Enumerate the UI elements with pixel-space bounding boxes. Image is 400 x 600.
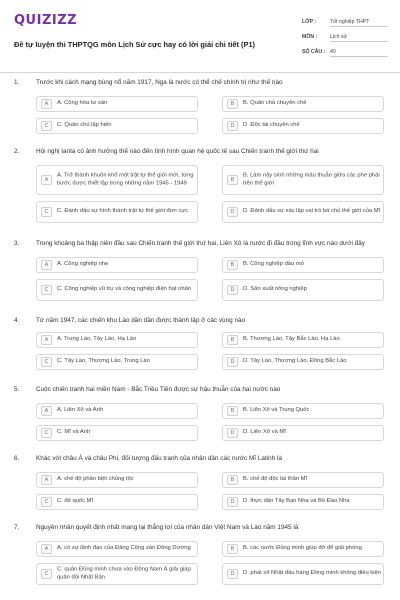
option-letter-c: C [41, 207, 52, 217]
option-letter-b: B [227, 175, 238, 185]
question-text: Nguyên nhân quyết định nhất mang lại thắng lợi của nhân dân Việt Nam và Lào năm 1945 là [36, 524, 299, 531]
option-text: A. Cộng hòa tư sản [57, 100, 108, 107]
option-text: D. Đánh dấu sự xác lập vai trò bá chủ thế giới của Mĩ [243, 208, 381, 215]
option-c[interactable] [36, 354, 198, 370]
option-a[interactable] [36, 96, 198, 112]
meta-value-grade: Tốt nghiệp THPT [330, 19, 388, 27]
option-c[interactable] [36, 201, 198, 223]
option-text: B. Liên Xô và Trung Quốc [243, 407, 310, 414]
question-6 [14, 455, 388, 515]
option-text: C. Mĩ và Anh [57, 429, 91, 436]
question-7 [14, 524, 388, 598]
option-letter-b: B [227, 475, 238, 485]
option-text: A. có sự lãnh đạo của Đảng Cộng sản Đông Dương [57, 545, 191, 552]
option-letter-d: D [227, 497, 238, 507]
option-b[interactable] [222, 541, 384, 557]
option-d[interactable] [222, 494, 384, 510]
question-number: 6. [14, 455, 20, 462]
question-number: 7. [14, 524, 20, 531]
option-b[interactable] [222, 165, 384, 195]
option-text: D. phát xít Nhật đầu hàng Đồng minh không điều kiện [243, 570, 381, 577]
option-b[interactable] [222, 472, 384, 488]
option-a[interactable] [36, 403, 198, 419]
option-a[interactable] [36, 332, 198, 348]
question-text: Cuộc chiến tranh hai miền Nam - Bắc Triều Tiên được sự hậu thuẫn của hai nước nào [36, 386, 281, 393]
option-text: A. Trung Lào, Tây Lào, Hạ Lào [57, 336, 137, 343]
option-b[interactable] [222, 96, 384, 112]
option-b[interactable] [222, 332, 384, 348]
option-letter-b: B [227, 260, 238, 270]
question-2 [14, 148, 388, 232]
option-text: A. chế độ phân biệt chủng tộc [57, 476, 134, 483]
header-divider [0, 72, 400, 73]
option-d[interactable] [222, 201, 384, 223]
option-text: C. Quân chủ lập hiến [57, 122, 112, 129]
question-1 [14, 79, 388, 139]
question-number: 5. [14, 386, 20, 393]
question-text: Từ năm 1947, các chiến khu Lào dần dần được thành lập ở các vùng nào [36, 317, 246, 324]
option-text: C. quân Đồng minh chưa vào Đông Nam Á giải giáp quân đội Nhật Bản [57, 566, 191, 580]
option-d[interactable] [222, 563, 384, 585]
option-b[interactable] [222, 257, 384, 273]
option-letter-d: D [227, 569, 238, 579]
option-b[interactable] [222, 403, 384, 419]
option-text: D. Sản xuất nông nghiệp [243, 286, 307, 293]
document-header [14, 10, 388, 70]
meta-label-grade: LỚP : [302, 19, 317, 25]
option-text: C. đế quốc Mĩ [57, 498, 94, 505]
question-text: Trước khi cách mạng bùng nổ năm 1917, Nga là nước có thể chế chính trị như thế nào [36, 79, 283, 86]
option-letter-b: B [227, 335, 238, 345]
meta-label-question-count: SỐ CÂU : [302, 49, 326, 55]
option-c[interactable] [36, 279, 198, 301]
option-text: B. các nước Đồng minh giúp đỡ để giải phóng [243, 545, 362, 552]
option-letter-a: A [41, 475, 52, 485]
option-text: D. thực dân Tây Ban Nha và Bồ Đào Nha [243, 498, 350, 505]
option-letter-d: D [227, 121, 238, 131]
option-letter-c: C [41, 285, 52, 295]
option-a[interactable] [36, 165, 198, 195]
meta-row-question-count [302, 46, 388, 60]
question-5 [14, 386, 388, 446]
option-text: C. Công nghiệp vũ trụ và công nghiệp điện hạt nhân [57, 286, 192, 293]
meta-value-question-count: 40 [330, 49, 388, 57]
option-text: B. Làm nảy sinh những mâu thuẫn giữa các phe phái trên thế giới [243, 172, 380, 186]
option-text: D. Tây Lào, Thượng Lào, Đông Bắc Lào [243, 358, 347, 365]
option-a[interactable] [36, 472, 198, 488]
option-letter-a: A [41, 260, 52, 270]
question-text: Khác với châu Á và châu Phi, đối tượng đấu tranh của nhân dân các nước Mĩ Latinh là [36, 455, 283, 462]
option-letter-d: D [227, 428, 238, 438]
option-c[interactable] [36, 563, 198, 585]
meta-value-subject: Lịch sử [330, 34, 388, 42]
option-letter-c: C [41, 428, 52, 438]
question-number: 2. [14, 148, 20, 155]
option-letter-a: A [41, 406, 52, 416]
option-letter-c: C [41, 121, 52, 131]
option-letter-c: C [41, 569, 52, 579]
option-a[interactable] [36, 257, 198, 273]
option-text: A. Trở thành khuôn khổ một trật tự thế giới mới, từng bước được thiết lập trong những năm 1945 - 1949 [57, 172, 194, 186]
question-4 [14, 317, 388, 377]
meta-row-grade [302, 16, 388, 30]
option-d[interactable] [222, 279, 384, 301]
option-letter-b: B [227, 406, 238, 416]
option-text: B. Quân chủ chuyên chế [243, 100, 307, 107]
option-d[interactable] [222, 425, 384, 441]
option-text: D. Liên Xô và Mĩ [243, 429, 286, 436]
meta-row-subject [302, 31, 388, 45]
quizizz-logo: QUIZIZZ [14, 13, 78, 28]
option-text: D. Độc tài chuyên chế [243, 122, 300, 129]
question-number: 1. [14, 79, 20, 86]
document-meta [302, 16, 388, 61]
option-letter-c: C [41, 357, 52, 367]
question-number: 3. [14, 240, 20, 247]
option-letter-a: A [41, 99, 52, 109]
option-letter-a: A [41, 175, 52, 185]
option-letter-d: D [227, 285, 238, 295]
option-letter-d: D [227, 207, 238, 217]
question-text: Hội nghị Ianta có ảnh hưởng thế nào đến tình hình quan hệ quốc tế sau Chiến tranh thế giới thứ hai [36, 148, 319, 155]
option-text: C. Tây Lào, Thượng Lào, Trung Lào [57, 358, 150, 365]
option-letter-b: B [227, 544, 238, 554]
option-letter-a: A [41, 335, 52, 345]
option-letter-c: C [41, 497, 52, 507]
option-c[interactable] [36, 425, 198, 441]
option-letter-b: B [227, 99, 238, 109]
option-letter-a: A [41, 544, 52, 554]
option-text: B. chế độ độc tài thân Mĩ [243, 476, 308, 483]
option-text: B. Công nghiệp dầu mỏ [243, 261, 304, 268]
option-text: C. Đánh dấu sự hình thành trật tự thế giới đơn cực [57, 208, 189, 215]
option-text: A. Công nghiệp nhẹ [57, 261, 109, 268]
option-c[interactable] [36, 494, 198, 510]
question-3 [14, 240, 388, 310]
question-text: Trong khoảng ba thập niên đầu sau Chiến tranh thế giới thứ hai, Liên Xô là nước đi đầu trong lĩnh vực nào dưới đây [36, 240, 365, 247]
option-c[interactable] [36, 118, 198, 134]
question-number: 4. [14, 317, 20, 324]
option-letter-d: D [227, 357, 238, 367]
option-text: A. Liên Xô và Anh [57, 407, 104, 414]
option-text: B. Thượng Lào, Tây Bắc Lào, Hạ Lào [243, 336, 340, 343]
option-d[interactable] [222, 354, 384, 370]
option-d[interactable] [222, 118, 384, 134]
document-title: Đề tự luyện thi THPTQG môn Lịch Sử cực hay có lời giải chi tiết (P1) [14, 40, 256, 49]
meta-label-subject: MÔN : [302, 34, 318, 40]
option-a[interactable] [36, 541, 198, 557]
